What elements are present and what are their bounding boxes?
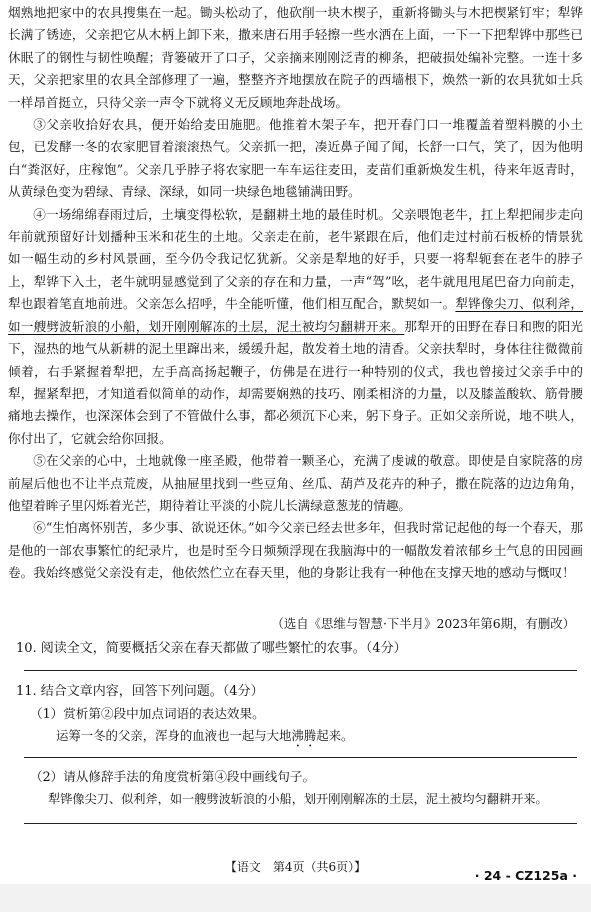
bottom-margin-band — [0, 884, 591, 912]
dotted-words: 沸腾 — [291, 728, 317, 743]
underlined-sentence: 犁铧像尖刀、似利斧，如一艘劈波斩浪的小船，划开刚刚解冻的土层，泥土被均匀翻耕开来。 — [8, 296, 584, 334]
answer-line-q11-2[interactable] — [24, 823, 577, 824]
paragraph-4 — [8, 204, 583, 450]
page-footer: 【语文 第4页（共6页）】 — [224, 860, 367, 874]
answer-line-q11-1[interactable] — [24, 757, 577, 758]
quote-prefix: 运筹一冬的父亲，浑身的血液也一起与大地 — [56, 728, 292, 743]
paper-code: · 24 - CZ125a · — [474, 868, 577, 883]
paragraph-6: ⑥“生怕离怀别苦，多少事、欲说还休。”如今父亲已经去世多年，但我时常记起他的每一个春天，那是他的一部农事繁忙的纪录片，也是时至今日频频浮现在我脑海中的一幅散发着浓郁乡土气息的田园画卷。我始终感觉父亲没有走，他依然伫立在春天里，他的身影让我有一种他在支撑天地的感动与慨叹！ — [8, 520, 583, 581]
paragraph-5: ⑤在父亲的心中，土地就像一座圣殿，他带着一颗圣心，充满了虔诚的敬意。即使是自家院落的房前屋后他也不让半点荒废，从抽屉里找到一些豆角、丝瓜、葫芦及花卉的种子，撒在院落的边边角角，他望着眸子里闪烁着光芒，期待着让平淡的小院儿长满绿意葱茏的情趣。 — [8, 453, 583, 513]
paragraph-4-part-a: ④一场绵绵春雨过后，土壤变得松软，是翻耕土地的最佳时机。父亲喂饱老牛，扛上犁把闹步走向年前就预留好计划播种玉米和花生的土地。父亲走在前，老牛紧跟在后，他们走过村前石板桥的情景犹如一幅生动的乡村风景画，至今仍令我记忆犹新。父亲是犁地的好手，只要一将犁轭套在老牛的脖子上，犁铧下入土，老牛就明显感觉到了父亲的存在和力量，一声“驾”吆，老牛就甩甩尾巴奋力向前走，犁也跟着笔直地前进。父亲怎么招呼，牛全能听懂，他们相互配合，默契如一。 — [8, 206, 583, 312]
question-11: 11. 结合文章内容，回答下列问题。（4分） — [16, 684, 264, 699]
passage-body — [8, 2, 583, 585]
paragraph-2-continued: 烟熟地把家中的农具搜集在一起。锄头松动了，他砍削一块木楔子，重新将锄头与木把楔紧钉牢；犁铧长满了锈迹，父亲把它从木柄上卸下来，撒来唐石用手轻擦一些水洒在上面，一下一下把犁铧中那些已休眠了的钢性与韧性唤醒；背篓破开了口子，父亲摘来刚刚泛青的柳条，把破损处编补完整。一连十多天，父亲把家里的农具全部修理了一遍，整整齐齐地摆放在院子的西墙根下，焕然一新的农具犹如士兵一样昂首挺立，只待父亲一声令下就将义无反顾地奔赴战场。 — [8, 5, 583, 110]
paragraph-4-part-b: 那犁开的田野在春日和煦的阳光下，湿热的地气从新耕的泥土里蹿出来，缓缓升起，散发着土地的清香。父亲扶犁时，身体往往微微前倾着，右手紧握着犁把，左手高高扬起鞭子，仿佛是在进行一种特别的仪式，我也曾接过父亲手中的犁，握紧犁把，才知道看似简单的动作，却需要娴熟的技巧、刚柔相济的力量，以及膝盖酸软、筋骨腰痛地去操作，也深深体会到了不管做什么事，都必须沉下心来，躬下身子。正如父亲所说，地不哄人，你付出了，它就会给你回报。 — [8, 318, 584, 446]
question-10: 10. 阅读全文，简要概括父亲在春天都做了哪些繁忙的农事。（4分） — [16, 641, 407, 656]
quote-suffix: 起来。 — [316, 728, 354, 743]
answer-line-q10[interactable] — [24, 670, 577, 671]
paragraph-3: ③父亲收拾好农具，便开始给麦田施肥。他推着木架子车，把开春门口一堆覆盖着塑料膜的小土包，已发酵一冬的农家肥冒着滚滚热气。父亲抓一把，凑近鼻子闻了闻，长舒一口气，笑了，因为他明白“粪沤好，庄稼饱”。父亲几乎脖子将农家肥一车车运往麦田，麦苗们重新焕发生机，待来年返青时，从黄绿色变为碧绿、青绿、深绿，如同一块绿色地毯铺满田野。 — [8, 117, 583, 200]
question-11-1-quote — [56, 726, 353, 750]
question-11-1: （1）赏析第②段中加点词语的表达效果。 — [30, 706, 265, 721]
question-11-2-quote: 犁铧像尖刀、似利斧，如一艘劈波斩浪的小船，划开刚刚解冻的土层，泥土被均匀翻耕开来。 — [48, 792, 548, 806]
question-11-2: （2）请从修辞手法的角度赏析第④段中画线句子。 — [30, 769, 316, 784]
source-citation: （选自《思维与智慧·下半月》2023年第6期，有删改） — [271, 616, 575, 631]
